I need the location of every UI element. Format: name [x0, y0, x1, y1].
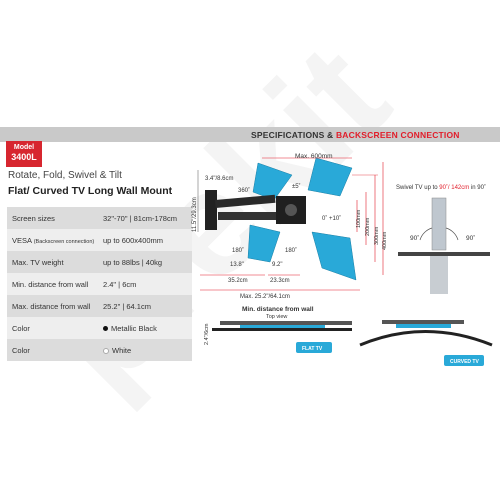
- label-180-left: 180˚: [232, 248, 245, 254]
- spec-value: 25.2" | 64.1cm: [96, 295, 192, 317]
- label-200mm: 200mm: [365, 217, 371, 236]
- spec-value: 32"-70" | 81cm-178cm: [96, 207, 192, 229]
- label-height: 11.5"/29.3cm: [192, 197, 198, 232]
- spec-label: Color: [7, 317, 96, 339]
- curved-screen: [360, 332, 492, 346]
- spec-value: White: [96, 339, 192, 361]
- product-title: Flat/ Curved TV Long Wall Mount: [8, 185, 173, 197]
- label-tilt-range: 0˚ +10˚: [322, 216, 342, 222]
- swivel-tv: [430, 256, 448, 294]
- flat-screen: [212, 328, 352, 331]
- spec-value: Metallic Black: [96, 317, 192, 339]
- label-13-8: 13.8": [230, 262, 244, 268]
- curved-tv-label: CURVED TV: [450, 359, 479, 365]
- min-distance-title: Min. distance from wall: [242, 306, 314, 313]
- spec-label: Max. distance from wall: [7, 295, 96, 317]
- arm-segment: [218, 212, 276, 220]
- flat-tv-label: FLAT TV: [302, 346, 323, 352]
- spec-label: Min. distance from wall: [7, 273, 96, 295]
- label-300mm: 300mm: [374, 226, 380, 245]
- label-depth: 3.4"/8.6cm: [205, 176, 234, 182]
- flat-wall: [220, 321, 352, 325]
- curved-wall: [382, 320, 464, 324]
- model-label: Model: [13, 144, 35, 151]
- spec-label: Screen sizes: [7, 207, 96, 229]
- label-400mm: 400mm: [382, 231, 388, 250]
- flat-mount: [240, 325, 325, 328]
- arm-bottom-right: [312, 232, 356, 280]
- swivel-wall: [398, 252, 490, 256]
- section-title: SPECIFICATIONS & BACKSCREEN CONNECTION: [251, 130, 460, 140]
- wall-plate: [205, 190, 217, 230]
- swivel-arm: [432, 198, 446, 250]
- min-distance-diagram: [204, 306, 492, 366]
- spec-value: 2.4" | 6cm: [96, 273, 192, 295]
- label-180-right: 180˚: [285, 248, 298, 254]
- model-number: 3400L: [11, 152, 37, 162]
- arm-segment: [215, 195, 275, 208]
- label-100mm: 100mm: [356, 209, 362, 228]
- center-pivot: [285, 204, 297, 216]
- top-view-label: Top view: [266, 314, 288, 320]
- swivel-text: Swivel TV up to 90˚/ 142cm in 90˚: [396, 185, 486, 191]
- label-9-2: 9.2": [272, 262, 283, 268]
- spec-value: up to 88lbs | 40kg: [96, 251, 192, 273]
- label-35-2: 35.2cm: [228, 278, 248, 284]
- spec-label: Color: [7, 339, 96, 361]
- curved-mount: [396, 324, 451, 328]
- swivel-angle-left: 90˚: [410, 235, 420, 242]
- label-tilt: ±5˚: [292, 184, 301, 190]
- swivel-diagram: [396, 184, 490, 294]
- spec-value: up to 600x400mm: [96, 229, 192, 251]
- product-subtitle: Rotate, Fold, Swivel & Tilt: [8, 170, 122, 181]
- spec-label: VESA (Backscreen connection): [7, 229, 96, 251]
- arm-top-left: [253, 163, 292, 200]
- min-distance-value: 2.4"/6cm: [204, 323, 210, 345]
- swivel-angle-right: 90˚: [466, 235, 476, 242]
- label-max-distance: Max. 25.2"/64.1cm: [240, 294, 290, 300]
- spec-label: Max. TV weight: [7, 251, 96, 273]
- label-23-3: 23.3cm: [270, 278, 290, 284]
- arm-top-right: [308, 158, 352, 196]
- main-mount-diagram: [192, 153, 388, 300]
- arm-bottom-left: [248, 225, 280, 262]
- label-max-width: Max. 600mm: [295, 153, 333, 160]
- label-rotation: 360˚: [238, 188, 251, 194]
